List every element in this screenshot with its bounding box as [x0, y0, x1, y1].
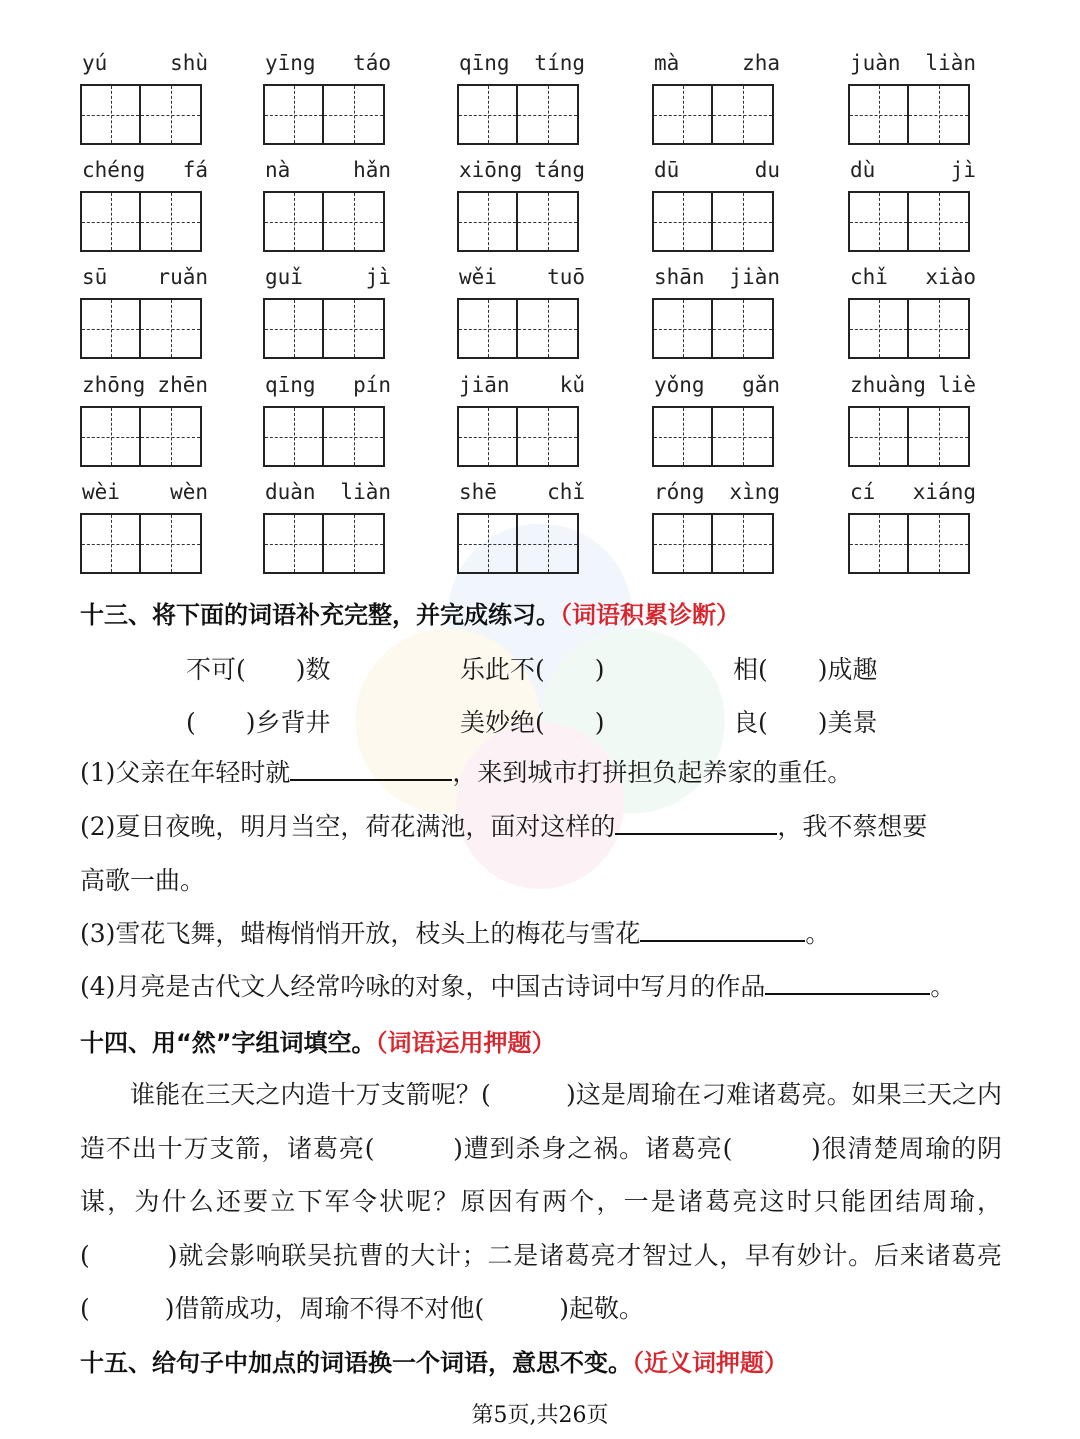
pinyin-label	[263, 155, 393, 185]
pinyin-syllable: gǎn	[742, 373, 780, 397]
tian-zi-box[interactable]	[909, 84, 970, 145]
pinyin-syllable: duàn	[265, 480, 316, 504]
answer-blank[interactable]	[290, 753, 452, 781]
pinyin-cell	[652, 48, 782, 148]
idiom-fill-item: 不可( )数	[186, 655, 331, 684]
pinyin-cell	[263, 370, 393, 470]
pinyin-syllable: táng	[534, 158, 585, 182]
pinyin-syllable: tuō	[547, 265, 585, 289]
pinyin-cell	[263, 262, 393, 362]
pinyin-syllable: shē	[459, 480, 497, 504]
pinyin-syllable: jì	[365, 265, 391, 289]
pinyin-label	[848, 48, 978, 78]
writing-boxes	[263, 298, 385, 359]
pinyin-syllable: xìng	[729, 480, 780, 504]
pinyin-cell	[80, 155, 210, 255]
pinyin-syllable: nà	[265, 158, 291, 182]
pinyin-cell	[652, 370, 782, 470]
section-15-tag: （近义词押题）	[632, 1349, 788, 1377]
idiom-fill-item: ( )乡背井	[186, 708, 331, 737]
answer-blank[interactable]	[615, 807, 777, 835]
tian-zi-box[interactable]	[141, 406, 202, 467]
question-3: (3)雪花飞舞，蜡梅悄悄开放，枝头上的梅花与雪花 。	[80, 907, 830, 960]
pinyin-syllable: xiōng	[459, 158, 523, 182]
pinyin-label	[457, 155, 587, 185]
pinyin-syllable: yú	[82, 51, 108, 75]
pinyin-syllable: jiān	[459, 373, 510, 397]
pinyin-label	[80, 477, 210, 507]
tian-zi-box[interactable]	[263, 191, 324, 252]
pinyin-label	[80, 262, 210, 292]
pinyin-syllable: chǐ	[850, 265, 888, 289]
answer-blank[interactable]	[765, 967, 930, 995]
idiom-fill-item: 乐此不( )	[460, 655, 605, 684]
question-1: (1)父亲在年轻时就 ，来到城市打拼担负起养家的重任。	[80, 746, 852, 799]
pinyin-cell	[263, 48, 393, 148]
section-14-heading	[80, 1023, 556, 1058]
tian-zi-box[interactable]	[80, 191, 141, 252]
pinyin-syllable: róng	[654, 480, 705, 504]
pinyin-syllable: yǒng	[654, 373, 705, 397]
pinyin-label	[457, 262, 587, 292]
tian-zi-box[interactable]	[457, 191, 518, 252]
tian-zi-box[interactable]	[713, 298, 774, 359]
pinyin-syllable: táo	[353, 51, 391, 75]
pinyin-syllable: du	[754, 158, 780, 182]
pinyin-syllable: juàn	[850, 51, 901, 75]
writing-boxes	[80, 513, 202, 574]
pinyin-syllable: qīng	[459, 51, 510, 75]
pinyin-label	[263, 262, 393, 292]
tian-zi-box[interactable]	[324, 191, 385, 252]
writing-boxes	[263, 513, 385, 574]
tian-zi-box[interactable]	[848, 191, 909, 252]
tian-zi-box[interactable]	[80, 298, 141, 359]
pinyin-cell	[80, 370, 210, 470]
tian-zi-box[interactable]	[80, 84, 141, 145]
question-2: (2)夏日夜晚，明月当空，荷花满池，面对这样的 ，我不蔡想要	[80, 800, 927, 853]
writing-boxes	[80, 298, 202, 359]
writing-boxes	[848, 406, 970, 467]
writing-boxes	[848, 513, 970, 574]
tian-zi-box[interactable]	[652, 84, 713, 145]
tian-zi-box[interactable]	[457, 298, 518, 359]
tian-zi-box[interactable]	[518, 84, 579, 145]
pinyin-label	[652, 477, 782, 507]
pinyin-label	[652, 48, 782, 78]
pinyin-syllable: cí	[850, 480, 876, 504]
question-2-continued: 高歌一曲。	[80, 866, 206, 895]
writing-boxes	[263, 84, 385, 145]
writing-boxes	[652, 298, 774, 359]
pinyin-label	[457, 48, 587, 78]
writing-boxes	[457, 84, 579, 145]
tian-zi-box[interactable]	[909, 191, 970, 252]
tian-zi-box[interactable]	[909, 406, 970, 467]
writing-boxes	[652, 84, 774, 145]
writing-boxes	[848, 84, 970, 145]
tian-zi-box[interactable]	[263, 298, 324, 359]
tian-zi-box[interactable]	[141, 84, 202, 145]
writing-boxes	[80, 406, 202, 467]
tian-zi-box[interactable]	[848, 298, 909, 359]
writing-boxes	[457, 513, 579, 574]
pinyin-label	[263, 370, 393, 400]
pinyin-cell	[848, 262, 978, 362]
pinyin-cell	[457, 477, 587, 577]
tian-zi-box[interactable]	[324, 406, 385, 467]
tian-zi-box[interactable]	[457, 513, 518, 574]
pinyin-label	[263, 48, 393, 78]
answer-blank[interactable]	[640, 914, 805, 942]
pinyin-syllable: zhuàng	[850, 373, 926, 397]
writing-boxes	[457, 406, 579, 467]
writing-boxes	[263, 406, 385, 467]
pinyin-cell	[80, 48, 210, 148]
tian-zi-box[interactable]	[713, 84, 774, 145]
tian-zi-box[interactable]	[652, 406, 713, 467]
pinyin-cell	[457, 155, 587, 255]
tian-zi-box[interactable]	[141, 298, 202, 359]
section-14-tag: （词语运用押题）	[375, 1029, 556, 1057]
pinyin-label	[848, 155, 978, 185]
tian-zi-box[interactable]	[713, 191, 774, 252]
pinyin-label	[263, 477, 393, 507]
pinyin-syllable: fá	[182, 158, 208, 182]
pinyin-label	[848, 477, 978, 507]
idiom-fill-item: 良( )美景	[733, 708, 878, 737]
section-13-title: 十三、将下面的词语补充完整，并完成练习。	[80, 601, 560, 629]
pinyin-cell	[848, 370, 978, 470]
tian-zi-box[interactable]	[518, 406, 579, 467]
tian-zi-box[interactable]	[324, 298, 385, 359]
tian-zi-box[interactable]	[848, 84, 909, 145]
pinyin-syllable: wèi	[82, 480, 120, 504]
writing-boxes	[652, 191, 774, 252]
writing-boxes	[848, 191, 970, 252]
writing-boxes	[80, 191, 202, 252]
tian-zi-box[interactable]	[324, 513, 385, 574]
pinyin-cell	[848, 155, 978, 255]
pinyin-cell	[457, 262, 587, 362]
tian-zi-box[interactable]	[141, 191, 202, 252]
pinyin-syllable: xiáng	[912, 480, 976, 504]
pinyin-label	[652, 155, 782, 185]
page-number: 第5页,共26页	[471, 1403, 609, 1428]
pinyin-label	[457, 477, 587, 507]
tian-zi-box[interactable]	[652, 513, 713, 574]
section-15-title: 十五、给句子中加点的词语换一个词语，意思不变。	[80, 1349, 632, 1377]
writing-boxes	[80, 84, 202, 145]
pinyin-syllable: guǐ	[265, 265, 303, 289]
pinyin-cell	[80, 477, 210, 577]
tian-zi-box[interactable]	[518, 513, 579, 574]
pinyin-syllable: shān	[654, 265, 705, 289]
section-14-paragraph: 谁能在三天之内造十万支箭呢？( )这是周瑜在刁难诸葛亮。如果三天之内造不出十万支箭，诸葛亮( )遭到杀身之祸。诸葛亮( )很清楚周瑜的阴谋，为什么还要立下军令状呢？原因有两个，一是诸葛亮这时只能团结周瑜，( )就会影响联吴抗曹的大计；二是诸葛亮才智过人，早有妙计。后来诸葛亮( )借箭成功，周瑜不得不对他( )起敬。	[80, 1080, 1002, 1323]
pinyin-cell	[848, 48, 978, 148]
pinyin-cell	[652, 155, 782, 255]
pinyin-syllable: chéng	[82, 158, 146, 182]
writing-boxes	[263, 191, 385, 252]
writing-boxes	[652, 513, 774, 574]
pinyin-syllable: jì	[950, 158, 976, 182]
writing-boxes	[652, 406, 774, 467]
pinyin-label	[80, 370, 210, 400]
idiom-fill-item: 相( )成趣	[733, 655, 878, 684]
pinyin-syllable: qīng	[265, 373, 316, 397]
pinyin-syllable: pín	[353, 373, 391, 397]
pinyin-syllable: liàn	[340, 480, 391, 504]
pinyin-cell	[652, 477, 782, 577]
pinyin-cell	[457, 48, 587, 148]
section-14-title: 十四、用“然”字组词填空。	[80, 1029, 376, 1057]
pinyin-label	[80, 155, 210, 185]
pinyin-syllable: chǐ	[547, 480, 585, 504]
pinyin-syllable: sū	[82, 265, 108, 289]
tian-zi-box[interactable]	[263, 406, 324, 467]
tian-zi-box[interactable]	[713, 406, 774, 467]
pinyin-syllable: kǔ	[559, 373, 585, 397]
tian-zi-box[interactable]	[652, 298, 713, 359]
idiom-fill-item: 美妙绝( )	[460, 708, 605, 737]
tian-zi-box[interactable]	[848, 513, 909, 574]
writing-boxes	[848, 298, 970, 359]
tian-zi-box[interactable]	[518, 191, 579, 252]
tian-zi-box[interactable]	[80, 406, 141, 467]
pinyin-syllable: hǎn	[353, 158, 391, 182]
pinyin-syllable: zhēn	[157, 373, 208, 397]
pinyin-label	[457, 370, 587, 400]
tian-zi-box[interactable]	[652, 191, 713, 252]
pinyin-syllable: jiàn	[729, 265, 780, 289]
pinyin-label	[652, 370, 782, 400]
pinyin-label	[652, 262, 782, 292]
pinyin-label	[848, 262, 978, 292]
pinyin-cell	[457, 370, 587, 470]
writing-boxes	[457, 298, 579, 359]
pinyin-syllable: zhōng	[82, 373, 146, 397]
pinyin-cell	[80, 262, 210, 362]
pinyin-syllable: zha	[742, 51, 780, 75]
pinyin-label	[848, 370, 978, 400]
section-13-heading	[80, 595, 740, 630]
pinyin-label	[80, 48, 210, 78]
pinyin-cell	[263, 477, 393, 577]
tian-zi-box[interactable]	[518, 298, 579, 359]
tian-zi-box[interactable]	[263, 513, 324, 574]
pinyin-syllable: shù	[170, 51, 208, 75]
tian-zi-box[interactable]	[848, 406, 909, 467]
tian-zi-box[interactable]	[713, 513, 774, 574]
pinyin-syllable: liàn	[925, 51, 976, 75]
tian-zi-box[interactable]	[457, 84, 518, 145]
pinyin-syllable: dù	[850, 158, 876, 182]
tian-zi-box[interactable]	[141, 513, 202, 574]
pinyin-writing-grid	[0, 0, 1080, 580]
tian-zi-box[interactable]	[909, 298, 970, 359]
pinyin-syllable: tíng	[534, 51, 585, 75]
tian-zi-box[interactable]	[909, 513, 970, 574]
tian-zi-box[interactable]	[324, 84, 385, 145]
tian-zi-box[interactable]	[457, 406, 518, 467]
pinyin-syllable: dū	[654, 158, 680, 182]
pinyin-syllable: xiào	[925, 265, 976, 289]
pinyin-syllable: mà	[654, 51, 680, 75]
tian-zi-box[interactable]	[263, 84, 324, 145]
pinyin-syllable: ruǎn	[157, 265, 208, 289]
pinyin-syllable: yīng	[265, 51, 316, 75]
section-15-heading	[80, 1343, 788, 1378]
pinyin-cell	[263, 155, 393, 255]
question-4: (4)月亮是古代文人经常吟咏的对象，中国古诗词中写月的作品 。	[80, 960, 955, 1013]
writing-boxes	[457, 191, 579, 252]
pinyin-syllable: wèn	[170, 480, 208, 504]
section-13-tag: （词语积累诊断）	[560, 601, 740, 629]
pinyin-cell	[652, 262, 782, 362]
pinyin-cell	[848, 477, 978, 577]
tian-zi-box[interactable]	[80, 513, 141, 574]
pinyin-syllable: wěi	[459, 265, 497, 289]
pinyin-syllable: liè	[938, 373, 976, 397]
